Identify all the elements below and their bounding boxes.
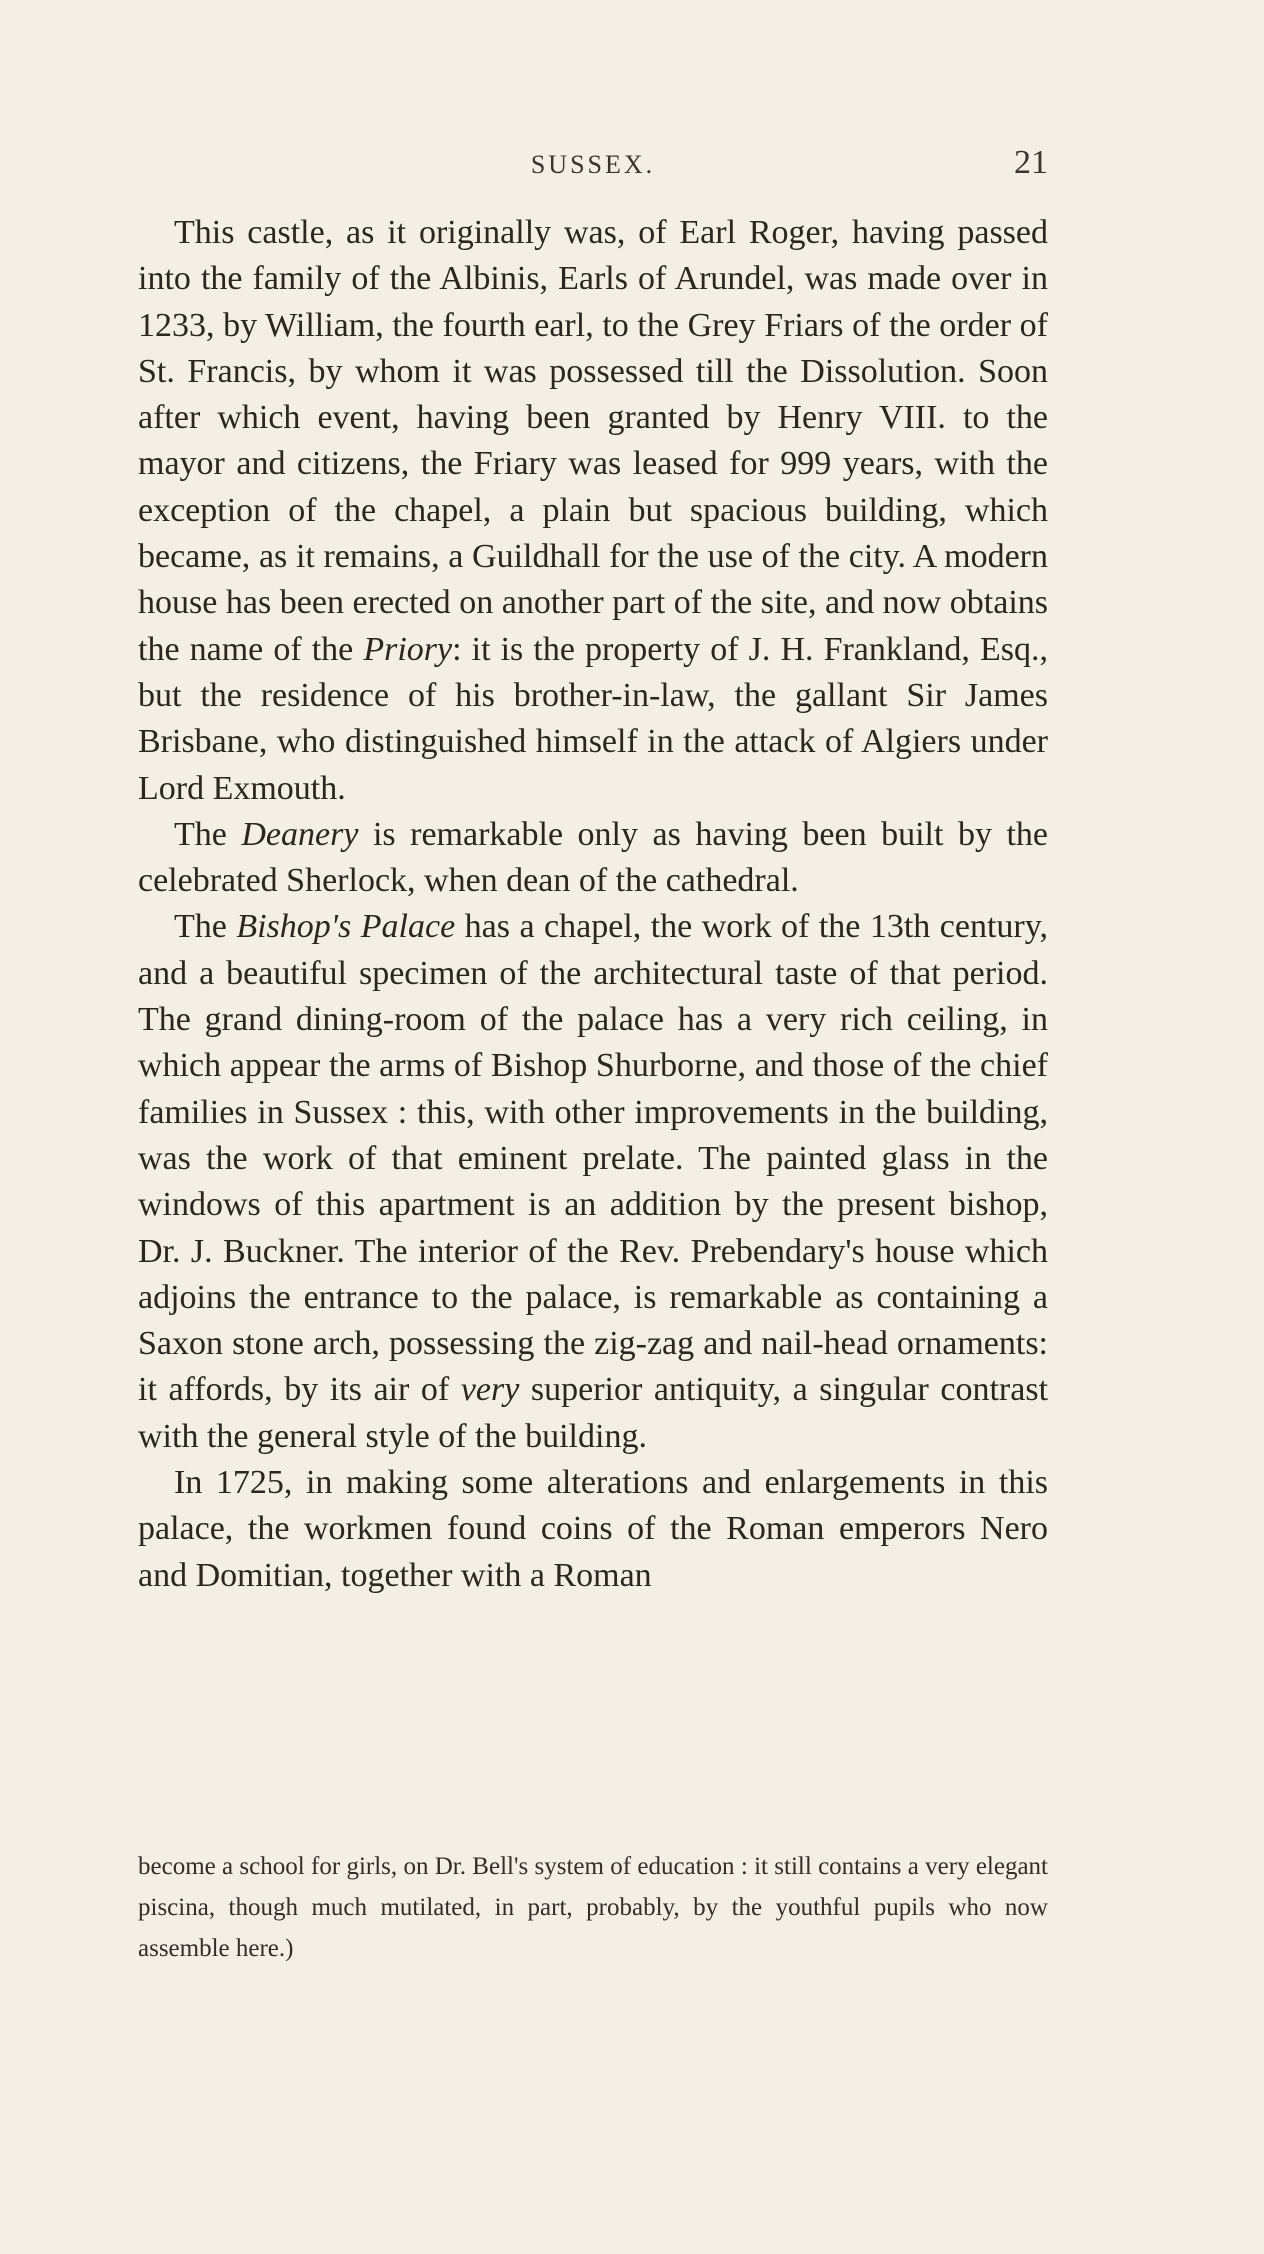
- paragraph-coins: In 1725, in making some alterations and enlargements in this palace, the workmen found coins of the Roman emperors Nero and Domitian, together with a Roman: [138, 1464, 1048, 1594]
- paragraph-palace-text: has a chapel, the work of the 13th century, and a beautiful specimen of the architectural taste of that period. The grand dining-room of the palace has a very rich ceiling, in which appear the arms of Bishop Shurborne, and those of the chief families in Sussex : this, with other improvements in the building, was the work of that eminent prelate. The painted glass in the windows of this apartment is an addition by the present bishop, Dr. J. Buckner. The interior of the Rev. Prebendary's house which adjoins the entrance to the palace, is remarkable as containing a Saxon stone arch, possessing the zig-zag and nail-head ornaments: it affords, by its air of: [138, 908, 1049, 1409]
- paragraph-palace-end: superior antiquity, a singular contrast with the general style of the building.: [138, 1371, 1049, 1455]
- very-emphasis: very: [460, 1371, 520, 1409]
- deanery-term: Deanery: [241, 815, 359, 853]
- paragraph-deanery-start: The: [174, 815, 227, 853]
- paragraph-deanery-end: is remarkable only as having been built by the celebrated Sherlock, when dean of the cathedral.: [138, 815, 1048, 900]
- paragraph-castle: [138, 210, 1048, 812]
- running-head: SUSSEX.: [530, 150, 656, 179]
- footnote-text: become a school for girls, on Dr. Bell's system of education : it still contains a very elegant piscina, though much mutilated, in part, probably, by the youthful pupils who now assemble here.): [138, 1853, 1048, 1962]
- paragraph-deanery: [138, 812, 1048, 905]
- paragraph-castle-text: This castle, as it originally was, of Earl Roger, having passed into the family of the Albinis, Earls of Arundel, was made over in 1233, by William, the fourth earl, to the Grey Friars of the order of St. Francis, by whom it was possessed till the Dissolution. Soon after which event, having been granted by Henry VIII. to the mayor and citizens, the Friary was leased for 999 years, with the exception of the chapel, a plain but spacious building, which became, as it remains, a Guildhall for the use of the city. A modern house has been erected on another part of the site, and now obtains the name of the: [138, 214, 1048, 668]
- paragraph-castle-end: : it is the property of J. H. Frankland, Esq., but the residence of his brother-in-law, the gallant Sir James Brisbane, who distinguished himself in the attack of Algiers under Lord Exmouth.: [138, 630, 1049, 807]
- paragraph-palace: [138, 904, 1048, 1460]
- page-header: [138, 144, 1048, 190]
- paragraph-palace-start: The: [174, 908, 227, 946]
- page-number: 21: [1014, 144, 1048, 181]
- bishops-palace-term: Bishop's Palace: [236, 908, 456, 946]
- priory-term: Priory: [363, 630, 453, 668]
- footnote: [138, 1846, 1048, 1969]
- body-text: [138, 210, 1048, 1599]
